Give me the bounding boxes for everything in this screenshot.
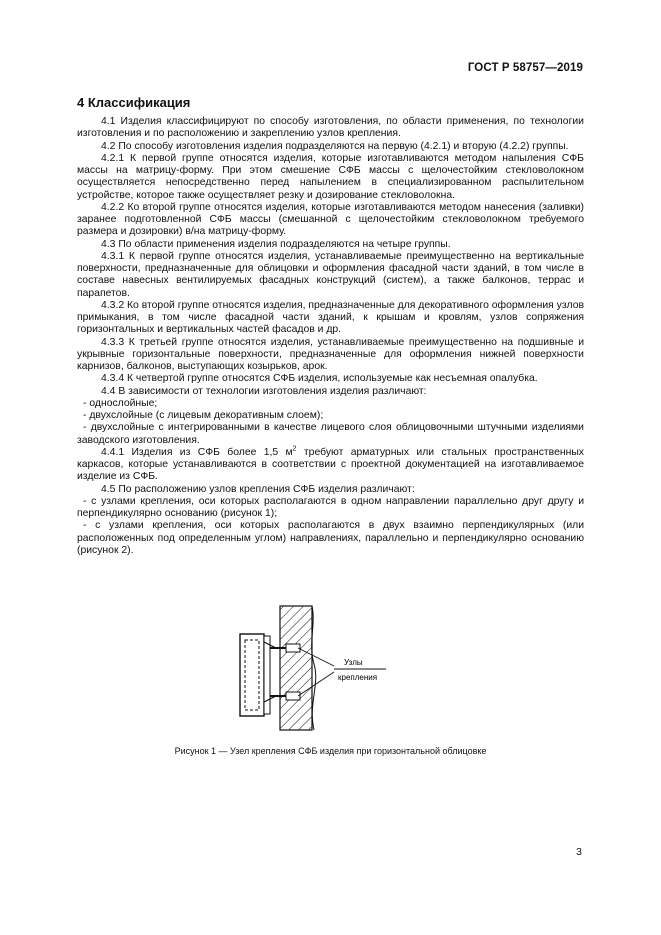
figure-1	[236, 604, 396, 734]
paragraph-4-2: 4.2 По способу изготовления изделия подразделяются на первую (4.2.1) и вторую (4.2.2) группы.	[101, 140, 569, 152]
paragraph-4-3-4: 4.3.4 К четвертой группе относятся СФБ изделия, используемые как несъемная опалубка.	[101, 373, 538, 385]
figure-label-line1: Узлы	[344, 658, 363, 667]
list-item: - двухслойные с интегрированными в качестве лицевого слоя облицовочными штучными изделиями заводского изготовления.	[77, 422, 584, 446]
section-title: 4 Классификация	[77, 95, 191, 110]
list-item: - с узлами крепления, оси которых располагаются в одном направлении параллельно друг другу и перпендикулярно основанию (рисунок 1);	[77, 495, 584, 519]
paragraph-4-5: 4.5 По расположению узлов крепления СФБ изделия различают:	[101, 483, 415, 495]
list-item: - двухслойные (с лицевым декоративным слоем);	[83, 410, 324, 421]
paragraph-4-2-1: 4.2.1 К первой группе относятся изделия, которые изготавливаются методом напыления СФБ массы на матрицу-форму. При этом смешение СФБ массы с щелочестойким стекловолокном осуществляется непосредственно перед напылением в специализированном распылительном устройстве, которое также осуществляет резку и дозирование стекловолокна.	[77, 152, 584, 201]
document-code: ГОСТ Р 58757—2019	[467, 62, 583, 74]
body-text	[77, 116, 584, 557]
panel-face	[264, 636, 270, 714]
paragraph-4-4-1-text-rest: требуют арматурных или стальных пространственных каркасов, которые устанавливаются в соответствии с проектной документацией на изготавливаемое изделие из СФБ.	[77, 446, 584, 483]
paragraph-4-3-1: 4.3.1 К первой группе относятся изделия, устанавливаемые преимущественно на вертикальные поверхности, предназначенные для облицовки и оформления фасадной части зданий, в том числе в составе навесных вентилируемых фасадных конструкций (систем), а также балконов, террас и парапетов.	[77, 250, 584, 299]
anchor-bottom	[286, 692, 300, 700]
panel-outer	[240, 634, 264, 716]
paragraph-4-1: 4.1 Изделия классифицируют по способу изготовления, по области применения, по технологии изготовления и по расположению и закреплению узлов крепления.	[77, 116, 584, 140]
paragraph-4-3-3: 4.3.3 К третьей группе относятся изделия, устанавливаемые преимущественно на подшивные и укрывные горизонтальные поверхности, предназначенные для оформления нижней поверхности карнизов, балконов, выступающих козырьков, арок.	[77, 336, 584, 372]
paragraph-4-3: 4.3 По области применения изделия подразделяются на четыре группы.	[101, 238, 451, 250]
paragraph-4-2-2: 4.2.2 Ко второй группе относятся изделия, которые изготавливаются методом нанесения (заливки) заранее подготовленной СФБ массы (смешанной с щелочестойким стекловолокном требуемого размера и дозировки) в/на матрицу-форму.	[77, 201, 584, 238]
superscript: 2	[292, 445, 297, 453]
page-number: 3	[576, 846, 582, 858]
paragraph-4-4: 4.4 В зависимости от технологии изготовления изделия различают:	[101, 385, 427, 397]
wall-hatched	[280, 606, 312, 730]
anchor-top	[286, 644, 300, 652]
attachment-node-drawing	[236, 604, 396, 734]
figure-label-line2: крепления	[338, 673, 378, 682]
paragraph-4-4-1-text: 4.4.1 Изделия из СФБ более 1,5 м	[101, 446, 293, 458]
figure-caption: Рисунок 1 — Узел крепления СФБ изделия при горизонтальной облицовке	[174, 746, 487, 756]
list-item: - с узлами крепления, оси которых располагаются в двух взаимно перпендикулярных (или расположенных под определенным углом) направлениях, параллельно и перпендикулярно основанию (рисунок 2).	[77, 520, 584, 556]
list-item: - однослойные;	[83, 397, 158, 409]
paragraph-4-4-1	[77, 447, 584, 484]
paragraph-4-3-2: 4.3.2 Ко второй группе относятся изделия, предназначенные для декоративного оформления узлов примыкания, в том числе фасадной части зданий, к крышам и кровлям, узлов сопряжения горизонтальных и вертикальных частей фасадов и др.	[77, 299, 584, 336]
